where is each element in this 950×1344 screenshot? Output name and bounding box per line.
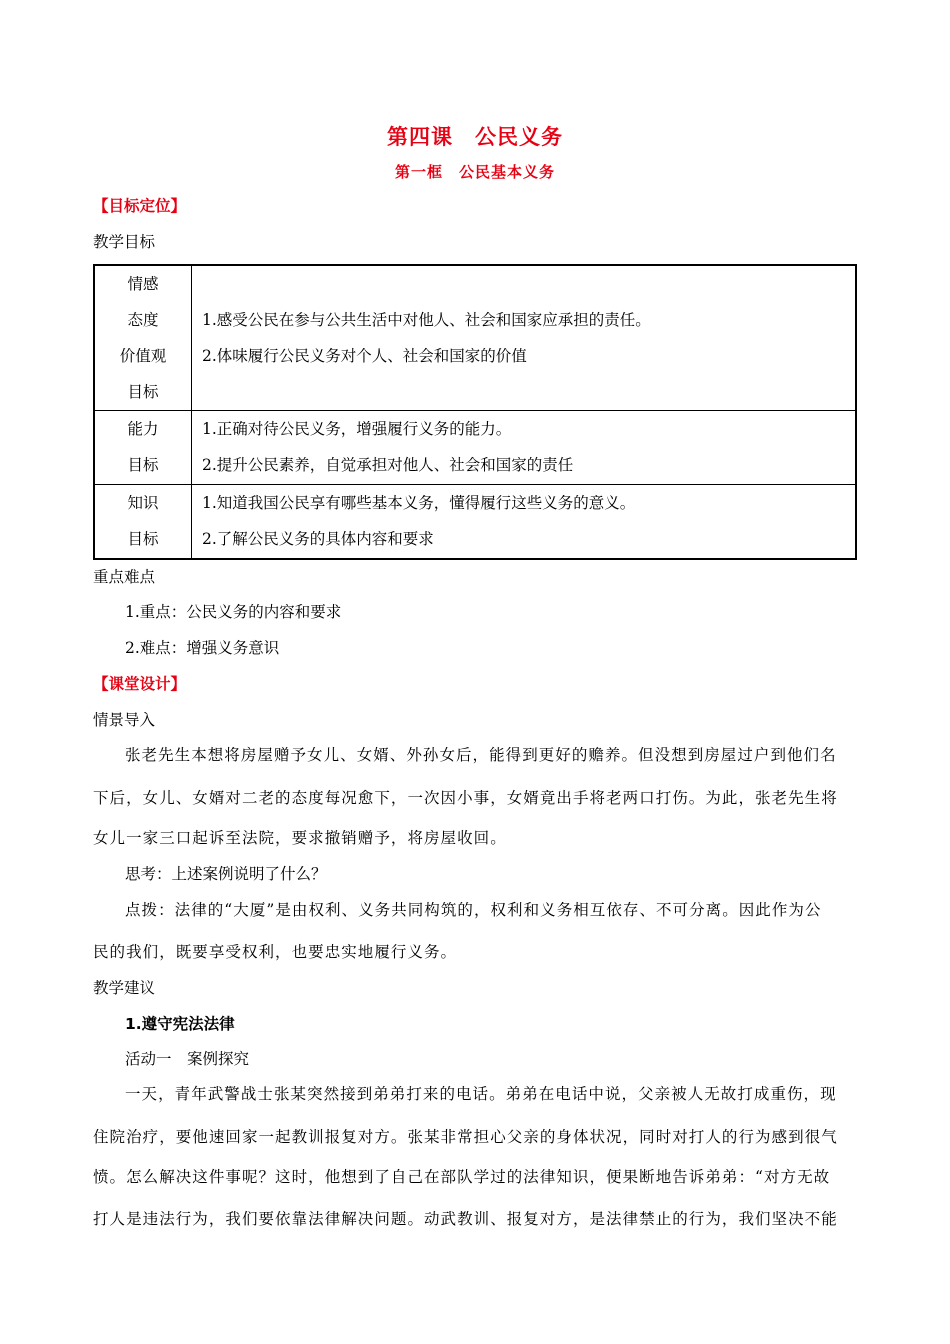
goal-item: 1.正确对待公民义务，增强履行义务的能力。 <box>202 420 512 439</box>
goals-items-ability <box>192 411 857 485</box>
teaching-goals-heading: 教学目标 <box>93 233 156 251</box>
section-class-design-heading: 【课堂设计】 <box>93 675 187 693</box>
think-question: 思考：上述案例说明了什么？ <box>125 865 327 883</box>
section-target-heading: 【目标定位】 <box>93 197 187 215</box>
label-line: 能力 <box>127 420 159 439</box>
goal-item: 2.体味履行公民义务对个人、社会和国家的价值 <box>202 347 527 366</box>
label-line: 目标 <box>127 456 159 475</box>
goal-item: 1.知道我国公民享有哪些基本义务，懂得履行这些义务的意义。 <box>202 494 636 513</box>
goals-items-emotion <box>192 265 857 411</box>
subsection-heading: 1.遵守宪法法律 <box>125 1015 235 1033</box>
key-point-item: 1.重点：公民义务的内容和要求 <box>125 603 342 621</box>
page-subtitle: 第一框 公民基本义务 <box>394 163 555 181</box>
goals-row-ability <box>94 411 856 485</box>
label-line: 情感 <box>127 275 159 293</box>
label-line: 目标 <box>127 530 159 549</box>
hint-paragraph-line: 点拨：法律的“大厦”是由权利、义务共同构筑的，权利和义务相互依存、不可分离。因此作为公 <box>125 901 822 919</box>
key-points-heading: 重点难点 <box>93 568 156 586</box>
case-paragraph-line: 一天，青年武警战士张某突然接到弟弟打来的电话。弟弟在电话中说，父亲被人无故打成重伤，现 <box>125 1085 837 1103</box>
goals-items-knowledge <box>192 485 857 559</box>
hint-paragraph-line: 民的我们，既要享受权利，也要忠实地履行义务。 <box>93 943 458 961</box>
label-line: 目标 <box>127 383 159 401</box>
case-paragraph-line: 住院治疗，要他速回家一起教训报复对方。张某非常担心父亲的身体状况，同时对打人的行为感到很气 <box>93 1128 838 1146</box>
goals-label-emotion <box>94 265 192 411</box>
intro-paragraph-line: 张老先生本想将房屋赠予女儿、女婿、外孙女后，能得到更好的赡养。但没想到房屋过户到他们名 <box>125 746 837 764</box>
page-title: 第四课 公民义务 <box>387 125 563 149</box>
goals-row-emotion <box>94 265 856 411</box>
intro-paragraph-line: 女儿一家三口起诉至法院，要求撤销赠予，将房屋收回。 <box>93 829 507 847</box>
label-line: 价值观 <box>119 347 167 365</box>
suggestion-heading: 教学建议 <box>93 979 156 997</box>
case-paragraph-line: 打人是违法行为，我们要依靠法律解决问题。动武教训、报复对方，是法律禁止的行为，我们坚决不能 <box>93 1210 838 1228</box>
goal-item: 1.感受公民在参与公共生活中对他人、社会和国家应承担的责任。 <box>202 311 651 330</box>
intro-heading: 情景导入 <box>93 711 156 729</box>
intro-paragraph-line: 下后，女儿、女婿对二老的态度每况愈下，一次因小事，女婿竟出手将老两口打伤。为此，张老先生将 <box>93 789 838 807</box>
goal-item: 2.了解公民义务的具体内容和要求 <box>202 530 434 549</box>
key-point-item: 2.难点：增强义务意识 <box>125 639 280 657</box>
case-paragraph-line: 愤。怎么解决这件事呢？这时，他想到了自己在部队学过的法律知识，便果断地告诉弟弟：“对方无故 <box>93 1168 831 1186</box>
goals-table <box>93 264 857 560</box>
activity-heading: 活动一 案例探究 <box>125 1050 250 1068</box>
goal-item: 2.提升公民素养，自觉承担对他人、社会和国家的责任 <box>202 456 574 475</box>
goals-label-ability <box>94 411 192 485</box>
label-line: 态度 <box>127 311 159 329</box>
label-line: 知识 <box>127 494 159 513</box>
goals-row-knowledge <box>94 485 856 559</box>
goals-label-knowledge <box>94 485 192 559</box>
